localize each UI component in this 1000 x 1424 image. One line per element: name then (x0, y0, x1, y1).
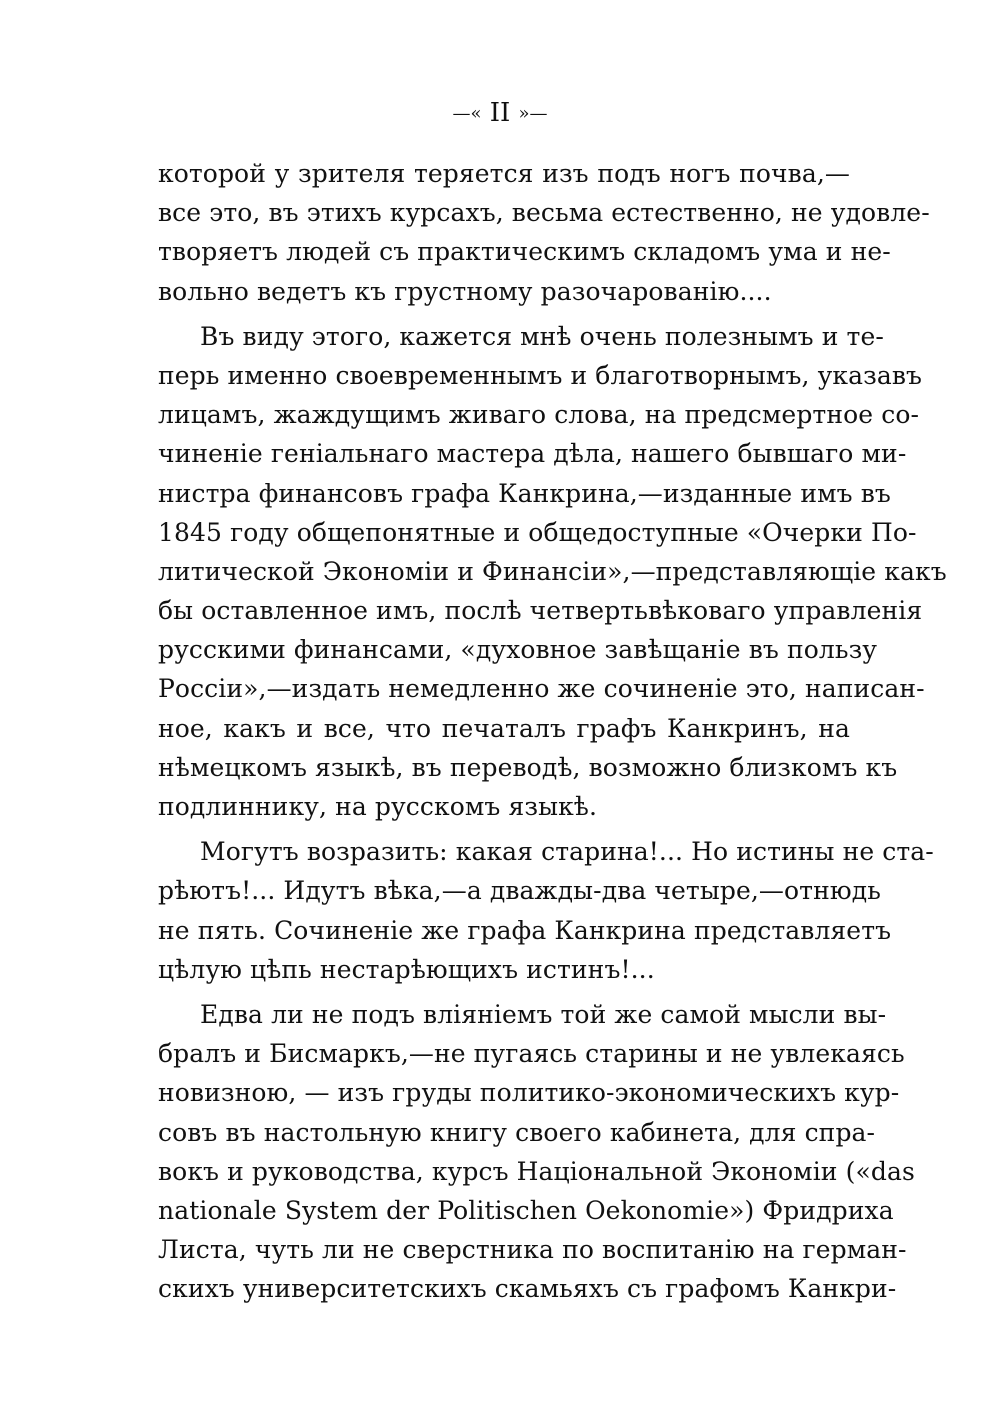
text-line: скихъ университетскихъ скамьяхъ съ графомъ Канкри- (158, 1274, 897, 1304)
text-line: подлиннику, на русскомъ языкѣ. (158, 792, 598, 821)
text-line: все это, въ этихъ курсахъ, весьма естественно, не удовле- (158, 198, 930, 228)
text-line: нистра финансовъ графа Канкрина,—изданные имъ въ (158, 478, 891, 508)
page-header (0, 96, 1000, 131)
text-line: вокъ и руководства, курсъ Національной Экономіи («das (158, 1156, 915, 1186)
text-line: вольно ведетъ къ грустному разочарованію.... (158, 276, 772, 306)
text-line: нѣмецкомъ языкѣ, въ переводѣ, возможно близкомъ къ (158, 752, 898, 782)
text-line: русскими финансами, «духовное завѣщаніе въ пользу (158, 635, 878, 665)
text-line: творяетъ людей съ практическимъ складомъ ума и не- (158, 237, 891, 267)
left-ornament: —« (452, 103, 482, 124)
right-ornament: »— (518, 103, 548, 124)
paragraph (158, 995, 915, 1309)
text-line: чиненіе геніальнаго мастера дѣла, нашего бывшаго ми- (158, 439, 907, 469)
page-number: II (489, 98, 511, 128)
text-line: цѣлую цѣпь нестарѣющихъ истинъ!... (158, 954, 655, 984)
text-line: nationale System der Politischen Oekonomie») Фридриха (158, 1195, 894, 1225)
text-line: рѣютъ!... Идутъ вѣка,—а дважды-два четыре,—отнюдь (158, 876, 881, 906)
text-line: ное, какъ и все, что печаталъ графъ Канкринъ, на (158, 713, 850, 743)
text-line: Въ виду этого, кажется мнѣ очень полезнымъ и те- (200, 321, 884, 351)
text-line: которой у зрителя теряется изъ подъ ногъ почва,— (158, 159, 850, 188)
text-line: Листа, чуть ли не сверстника по воспитанію на герман- (158, 1235, 907, 1265)
text-line: Россіи»,—издать немедленно же сочиненіе это, написан- (158, 674, 925, 704)
text-line: не пять. Сочиненіе же графа Канкрина представляетъ (158, 915, 892, 945)
paragraph (158, 832, 934, 989)
text-line: Могутъ возразить: какая старина!... Но истины не ста- (200, 837, 934, 867)
paragraph (158, 154, 930, 311)
text-line: перь именно своевременнымъ и благотворнымъ, указавъ (158, 360, 923, 390)
body-text (158, 154, 947, 1308)
paragraph (158, 317, 947, 826)
text-line: бы оставленное имъ, послѣ четвертьвѣковаго управленія (158, 596, 923, 626)
text-line: Едва ли не подъ вліяніемъ той же самой мысли вы- (200, 999, 887, 1029)
text-line: литической Экономіи и Финансіи»,—представляющіе какъ (158, 556, 947, 586)
text-line: бралъ и Бисмаркъ,—не пугаясь старины и не увлекаясь (158, 1039, 905, 1069)
text-line: 1845 году общепонятные и общедоступные «Очерки По- (158, 517, 917, 547)
text-line: лицамъ, жаждущимъ живаго слова, на предсмертное со- (158, 400, 920, 430)
text-line: новизною, — изъ груды политико-экономическихъ кур- (158, 1078, 900, 1108)
text-line: совъ въ настольную книгу своего кабинета, для спра- (158, 1117, 876, 1147)
